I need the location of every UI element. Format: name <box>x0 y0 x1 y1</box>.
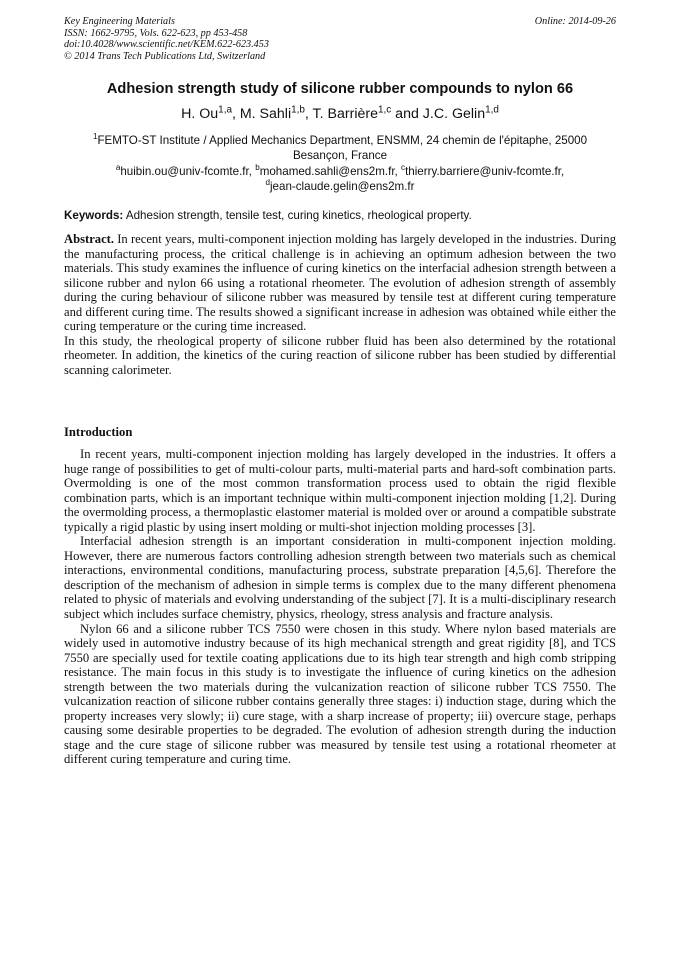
author-sup: 1,d <box>485 104 499 116</box>
intro-paragraph-1: In recent years, multi-component injection molding has largely developed in the industries. It offers a huge range of possibilities to get of multi-colour parts, multi-material parts and hard-soft combination parts. Overmolding is one of the most common transformation process used to obtain the rigid flexible combination parts, which is an important technique within multi-component injection molding [1,2]. During the overmolding process, a thermoplastic elastomer material is molded over or around a compatible substrate typically a rigid plastic by using insert molding or multi-shot injection molding processes [3]. <box>64 447 616 534</box>
intro-paragraph-2: Interfacial adhesion strength is an important consideration in multi-component injection molding. However, there are numerous factors controlling adhesion strength between two materials such as chemical interactions, environmental conditions, manufacturing process, substrate preparation [4,5,6]. Therefore the description of the mechanism of adhesion in simple terms is complex due to the many different phenomena related to physic of materials and evolving understanding of the subject [7]. It is a multi-disciplinary research subject which includes surface chemistry, physics, rheology, stress analysis and fracture analysis. <box>64 534 616 622</box>
journal-header <box>64 16 616 62</box>
email-sup: b <box>255 163 260 173</box>
paper-title: Adhesion strength study of silicone rubber compounds to nylon 66 <box>106 81 574 97</box>
email[interactable]: jean-claude.gelin@ens2m.fr <box>269 179 415 193</box>
email[interactable]: thierry.barriere@univ-fcomte.fr, <box>405 165 565 178</box>
keywords-label: Keywords: <box>64 209 124 222</box>
abstract <box>64 232 616 377</box>
abstract-label: Abstract. <box>64 232 115 246</box>
email[interactable]: mohamed.sahli@ens2m.fr, <box>259 165 401 178</box>
email-sup: a <box>115 163 121 173</box>
author-sep: , <box>231 106 240 122</box>
author-sep: , <box>304 106 313 122</box>
introduction-body <box>64 447 616 767</box>
author-sup: 1,a <box>218 104 232 116</box>
author-sup: 1,c <box>377 104 392 116</box>
keywords <box>64 209 616 222</box>
email-sup: c <box>401 163 406 173</box>
doi-line: doi:10.4028/www.scientific.net/KEM.622-623.453 <box>64 39 269 50</box>
author-name: H. Ou <box>181 106 219 122</box>
affiliation-sup: 1 <box>92 132 98 142</box>
abstract-paragraph-1: In recent years, multi-component injection molding has largely developed in the industries. During the manufacturing process, the critical challenge is in achieving an optimum adhesion between the two materials. This study examines the influence of curing kinetics on the interfacial adhesion strength between a silicone rubber and nylon 66 using a rotational rheometer. The evolution of adhesion strength of assembly during the curing behaviour of silicone rubber was measured by tensile test at different curing temperature and different curing time. The results showed a significant increase in adhesion was obtained while either the curing temperature or the curing time increased. <box>64 232 616 334</box>
copyright-line: © 2014 Trans Tech Publications Ltd, Switzerland <box>64 50 266 62</box>
email-sup: d <box>265 177 270 187</box>
author-list <box>64 106 616 122</box>
email-list <box>64 165 616 194</box>
online-date: Online: 2014-09-26 <box>534 16 616 27</box>
email[interactable]: huibin.ou@univ-fcomte.fr, <box>120 165 256 178</box>
intro-paragraph-3: Nylon 66 and a silicone rubber TCS 7550 were chosen in this study. Where nylon based materials are widely used in automotive industry because of its high mechanical strength and great rigidity [8], and TCS 7550 are specially used for textile coating applications due to its high tear strength and high comb stripping resistance. The main focus in this study is to investigate the influence of curing kinetics on the adhesion strength between the two materials during the vulcanization reaction of silicone rubber TCS 7550. The vulcanization reaction of silicone rubber contains generally three stages: i) induction stage, during which the property increases very slowly; ii) cure stage, with a sharp increase of property; iii) overcure stage, perhaps causing some desirable properties to be degraded. The evolution of adhesion strength during the induction stage and the cure stage of silicone rubber was measured by tensile test using a rotational rheometer at different curing temperature and curing time. <box>64 621 616 767</box>
author-name: J.C. Gelin <box>422 106 486 122</box>
author-sep: and <box>391 106 423 122</box>
section-heading-introduction: Introduction <box>64 425 133 439</box>
affiliation <box>64 134 616 163</box>
author-sup: 1,b <box>291 104 305 116</box>
journal-name: Key Engineering Materials <box>64 16 175 27</box>
abstract-paragraph-2: In this study, the rheological property of silicone rubber fluid has been also determined by the rotational rheometer. In addition, the kinetics of the curing reaction of silicone rubber has been studied by differential scanning calorimeter. <box>64 333 616 377</box>
issn-line: ISSN: 1662-9795, Vols. 622-623, pp 453-458 <box>64 27 248 39</box>
keywords-text: Adhesion strength, tensile test, curing kinetics, rheological property. <box>123 209 472 222</box>
affiliation-line2: Besançon, France <box>292 148 388 162</box>
author-name: M. Sahli <box>239 106 292 122</box>
author-name: T. Barrière <box>312 106 378 122</box>
affiliation-line1: FEMTO-ST Institute / Applied Mechanics Department, ENSMM, 24 chemin de l'épitaphe, 25000 <box>97 134 588 147</box>
